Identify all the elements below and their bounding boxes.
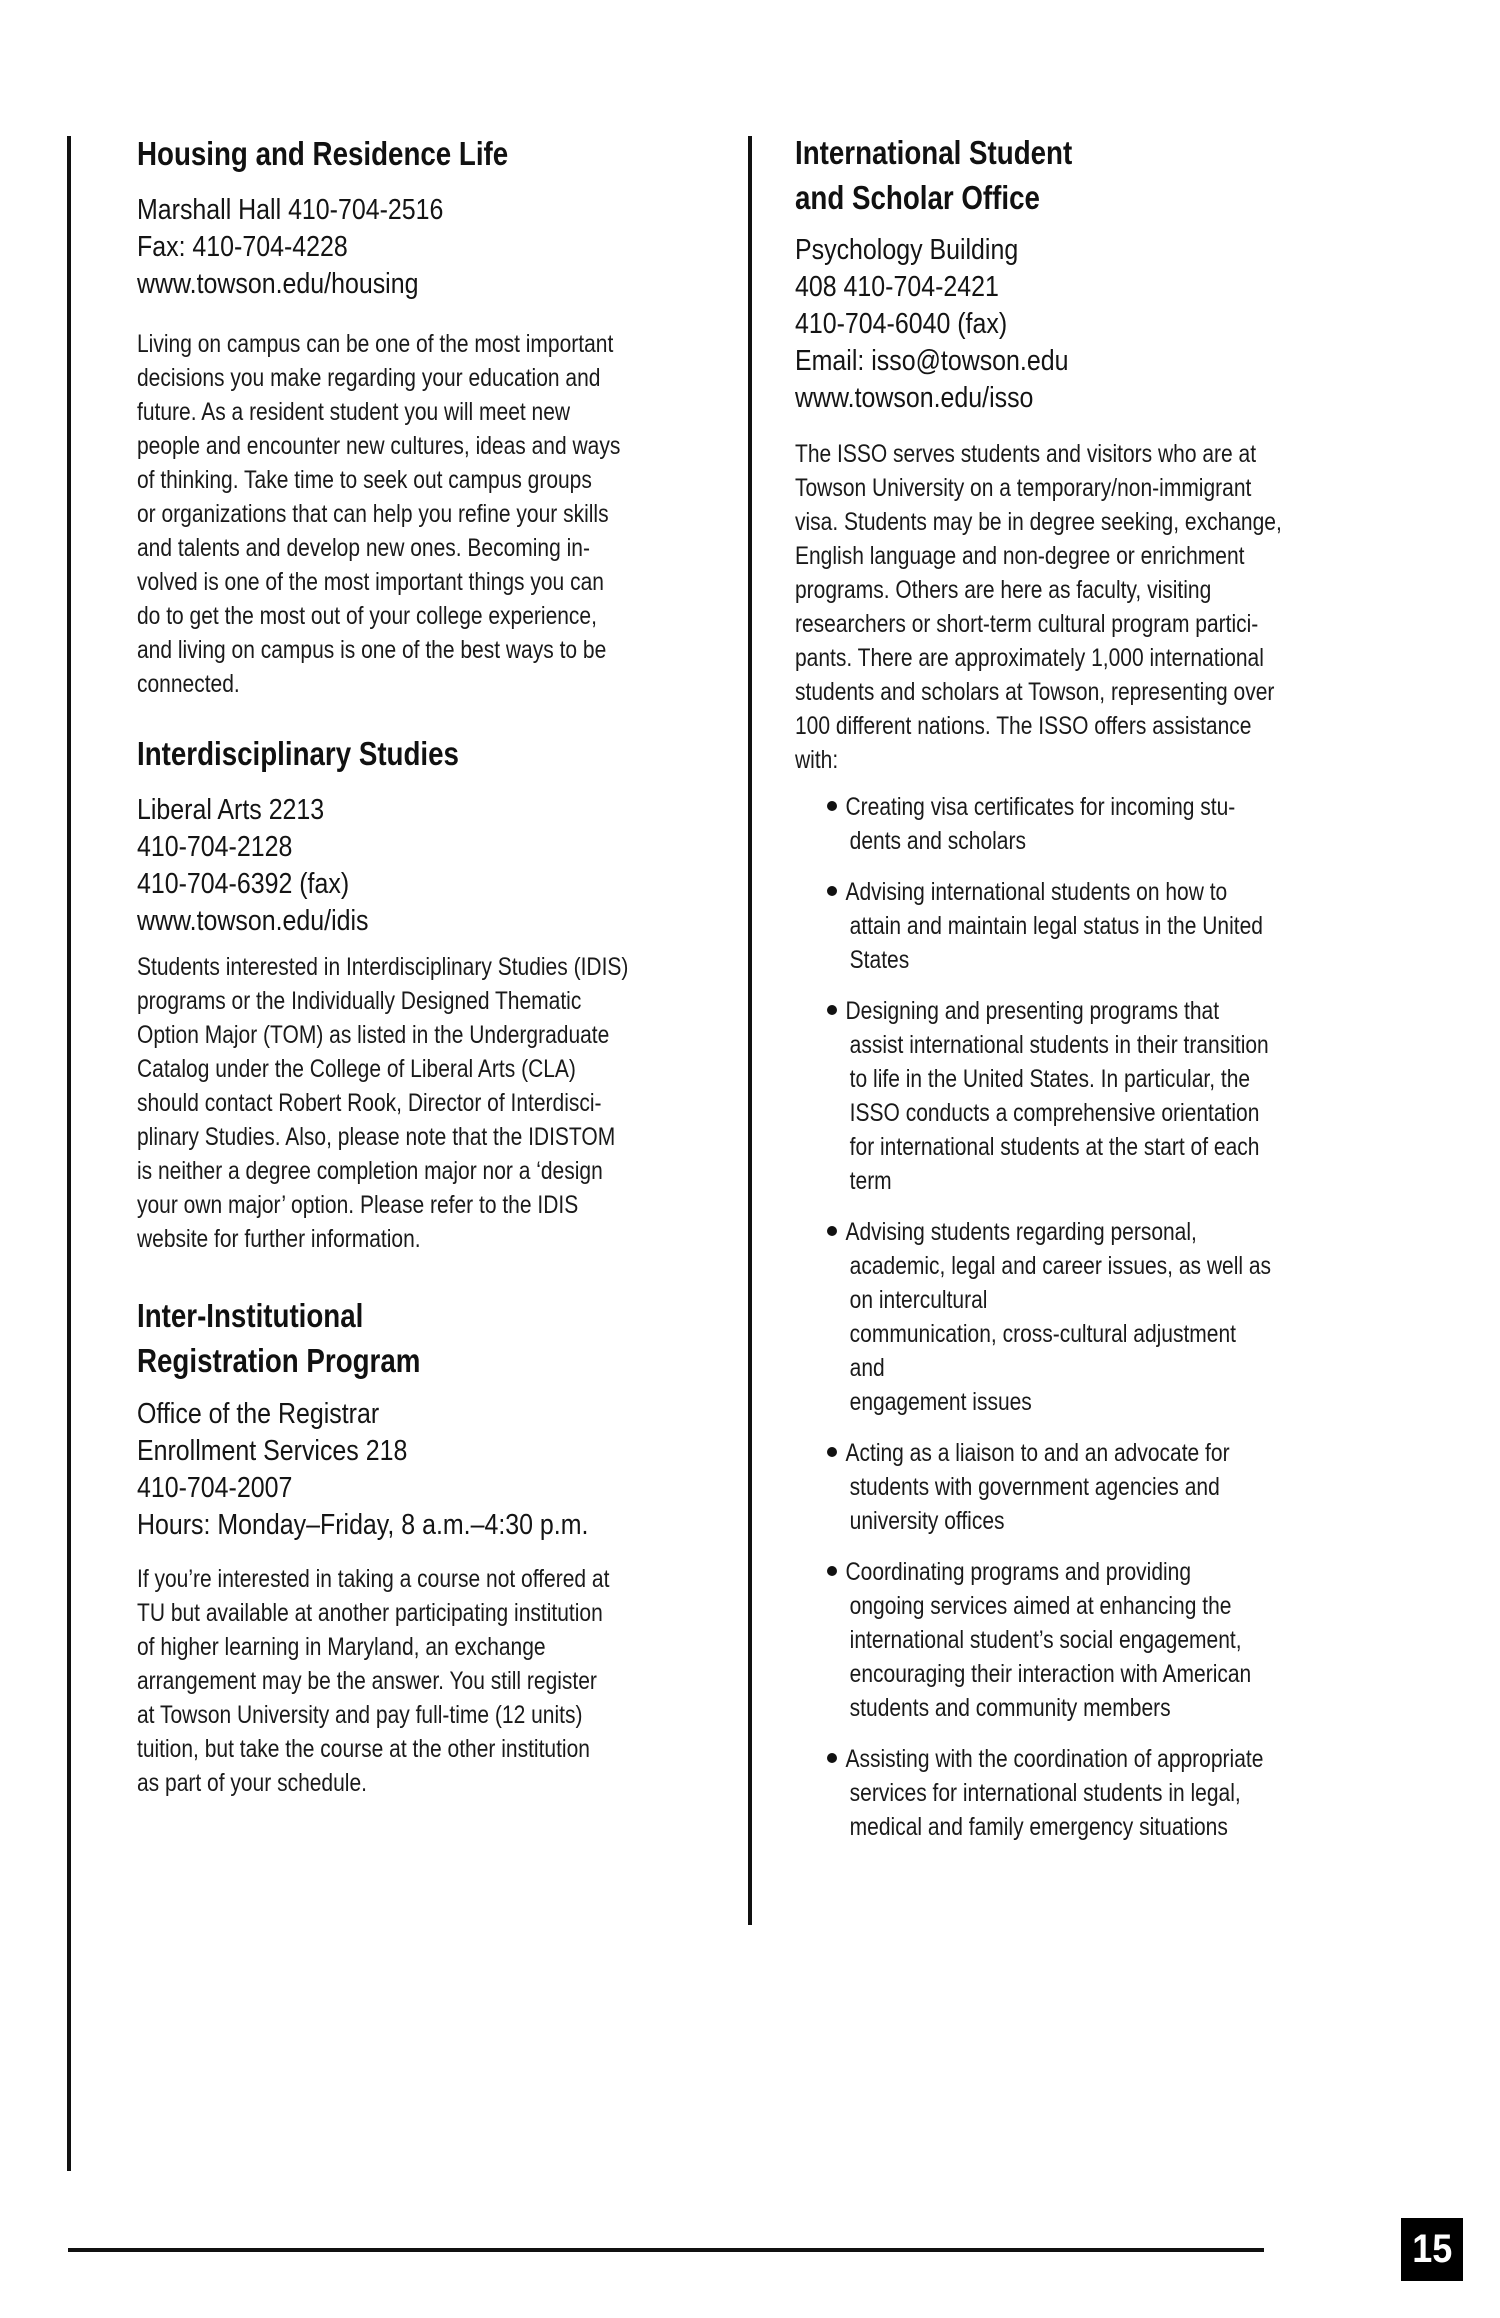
text-line: with: xyxy=(795,746,839,774)
text-line: of higher learning in Maryland, an exchange xyxy=(137,1633,546,1661)
text-line: Acting as a liaison to and an advocate for xyxy=(845,1439,1230,1467)
text-line: term xyxy=(849,1167,892,1195)
bullet-item xyxy=(827,1555,1387,1725)
location: Enrollment Services 218 xyxy=(137,1435,408,1467)
text-line: and living on campus is one of the best ways to be xyxy=(137,636,607,664)
footer-rule xyxy=(68,2248,1264,2252)
website-link[interactable]: www.towson.edu/isso xyxy=(795,382,1034,414)
section-heading xyxy=(795,130,1125,220)
bullet-item xyxy=(827,790,1387,858)
text-line: programs or the Individually Designed Thematic xyxy=(137,987,582,1015)
text-line: website for further information. xyxy=(137,1225,421,1253)
text-line: services for international students in legal, xyxy=(849,1779,1241,1807)
bullet-item xyxy=(827,1215,1387,1419)
text-line: 100 different nations. The ISSO offers assistance xyxy=(795,712,1252,740)
text-line: Catalog under the College of Liberal Arts (CLA) xyxy=(137,1055,576,1083)
text-line: connected. xyxy=(137,670,240,698)
heading-line: Interdisciplinary Studies xyxy=(137,735,459,772)
text-line: do to get the most out of your college experience, xyxy=(137,602,597,630)
fax: 410-704-6392 (fax) xyxy=(137,868,350,900)
text-line: communication, cross-cultural adjustment xyxy=(849,1320,1237,1348)
text-line: academic, legal and career issues, as well as xyxy=(849,1252,1272,1280)
website-link[interactable]: www.towson.edu/idis xyxy=(137,905,369,937)
text-line: The ISSO serves students and visitors who are at xyxy=(795,440,1257,468)
text-line: decisions you make regarding your education and xyxy=(137,364,601,392)
office: Office of the Registrar xyxy=(137,1398,380,1430)
bullet-item xyxy=(827,875,1387,977)
text-line: at Towson University and pay full-time (12 units) xyxy=(137,1701,583,1729)
text-line: students and scholars at Towson, representing over xyxy=(795,678,1275,706)
text-line: future. As a resident student you will meet new xyxy=(137,398,571,426)
email-link[interactable]: Email: isso@towson.edu xyxy=(795,345,1069,377)
text-line: encouraging their interaction with American xyxy=(849,1660,1252,1688)
body-paragraph xyxy=(137,1562,699,1800)
room-phone: 408 410-704-2421 xyxy=(795,271,999,303)
website-link[interactable]: www.towson.edu/housing xyxy=(137,268,419,300)
section-heading xyxy=(137,1293,474,1383)
location: Liberal Arts 2213 xyxy=(137,794,325,826)
text-line: for international students at the start of each xyxy=(849,1133,1260,1161)
text-line: plinary Studies. Also, please note that the IDISTOM xyxy=(137,1123,616,1151)
body-paragraph xyxy=(795,437,1375,777)
text-line: visa. Students may be in degree seeking, exchange, xyxy=(795,508,1282,536)
text-line: or organizations that can help you refine your skills xyxy=(137,500,609,528)
section-heading xyxy=(137,734,520,774)
text-line: Advising international students on how to xyxy=(845,878,1228,906)
column-divider xyxy=(748,136,752,1925)
body-paragraph xyxy=(137,950,722,1256)
text-line: is neither a degree completion major nor a ‘design xyxy=(137,1157,603,1185)
text-line: volved is one of the most important things you can xyxy=(137,568,604,596)
text-line: medical and family emergency situations xyxy=(849,1813,1228,1841)
text-line: Coordinating programs and providing xyxy=(845,1558,1192,1586)
text-line: international student’s social engagement, xyxy=(849,1626,1242,1654)
text-line: tuition, but take the course at the other institution xyxy=(137,1735,590,1763)
location-phone: Marshall Hall 410-704-2516 xyxy=(137,194,444,226)
text-line: students and community members xyxy=(849,1694,1171,1722)
heading-line: Inter-Institutional xyxy=(137,1297,364,1334)
services-bullet-list xyxy=(827,790,1387,1861)
heading-line: and Scholar Office xyxy=(795,179,1040,216)
text-line: If you’re interested in taking a course not offered at xyxy=(137,1565,610,1593)
text-line: students with government agencies and xyxy=(849,1473,1220,1501)
text-line: Advising students regarding personal, xyxy=(845,1218,1197,1246)
text-line: university offices xyxy=(849,1507,1005,1535)
body-paragraph xyxy=(137,327,712,701)
contact-info xyxy=(137,1396,662,1544)
text-line: your own major’ option. Please refer to the IDIS xyxy=(137,1191,579,1219)
text-line: Option Major (TOM) as listed in the Undergraduate xyxy=(137,1021,610,1049)
text-line: and talents and develop new ones. Becoming in- xyxy=(137,534,590,562)
text-line: ISSO conducts a comprehensive orientation xyxy=(849,1099,1260,1127)
contact-info xyxy=(795,232,1113,417)
text-line: engagement issues xyxy=(849,1388,1032,1416)
text-line: Assisting with the coordination of appropriate xyxy=(845,1745,1264,1773)
heading-line: International Student xyxy=(795,134,1073,171)
page-number: 15 xyxy=(1411,2227,1453,2271)
contact-info xyxy=(137,192,493,303)
text-line: Living on campus can be one of the most important xyxy=(137,330,614,358)
bullet-item xyxy=(827,994,1387,1198)
hours: Hours: Monday–Friday, 8 a.m.–4:30 p.m. xyxy=(137,1509,589,1541)
location: Psychology Building xyxy=(795,234,1019,266)
text-line: Creating visa certificates for incoming stu- xyxy=(845,793,1236,821)
text-line: and xyxy=(849,1354,885,1382)
contact-info xyxy=(137,792,406,940)
text-line: ongoing services aimed at enhancing the xyxy=(849,1592,1232,1620)
heading-line: Registration Program xyxy=(137,1342,421,1379)
text-line: researchers or short-term cultural program partici- xyxy=(795,610,1259,638)
fax: 410-704-6040 (fax) xyxy=(795,308,1008,340)
text-line: programs. Others are here as faculty, visiting xyxy=(795,576,1212,604)
text-line: Towson University on a temporary/non-immigrant xyxy=(795,474,1252,502)
page-number-badge xyxy=(1401,2218,1463,2281)
text-line: TU but available at another participating institution xyxy=(137,1599,603,1627)
bullet-item xyxy=(827,1742,1387,1844)
text-line: English language and non-degree or enrichment xyxy=(795,542,1245,570)
text-line: of thinking. Take time to seek out campus groups xyxy=(137,466,592,494)
section-heading xyxy=(137,134,579,174)
text-line: as part of your schedule. xyxy=(137,1769,367,1797)
text-line: should contact Robert Rook, Director of Interdisci- xyxy=(137,1089,602,1117)
bullet-item xyxy=(827,1436,1387,1538)
text-line: on intercultural xyxy=(849,1286,988,1314)
heading-line: Housing and Residence Life xyxy=(137,135,509,172)
text-line: assist international students in their transition xyxy=(849,1031,1269,1059)
left-margin-bar xyxy=(67,136,71,2171)
text-line: Students interested in Interdisciplinary Studies (IDIS) xyxy=(137,953,629,981)
fax: Fax: 410-704-4228 xyxy=(137,231,348,263)
text-line: pants. There are approximately 1,000 international xyxy=(795,644,1264,672)
text-line: people and encounter new cultures, ideas and ways xyxy=(137,432,621,460)
text-line: States xyxy=(849,946,910,974)
text-line: arrangement may be the answer. You still register xyxy=(137,1667,597,1695)
text-line: Designing and presenting programs that xyxy=(845,997,1220,1025)
phone: 410-704-2007 xyxy=(137,1472,293,1504)
text-line: attain and maintain legal status in the United xyxy=(849,912,1263,940)
text-line: to life in the United States. In particular, the xyxy=(849,1065,1251,1093)
text-line: dents and scholars xyxy=(849,827,1026,855)
phone: 410-704-2128 xyxy=(137,831,293,863)
